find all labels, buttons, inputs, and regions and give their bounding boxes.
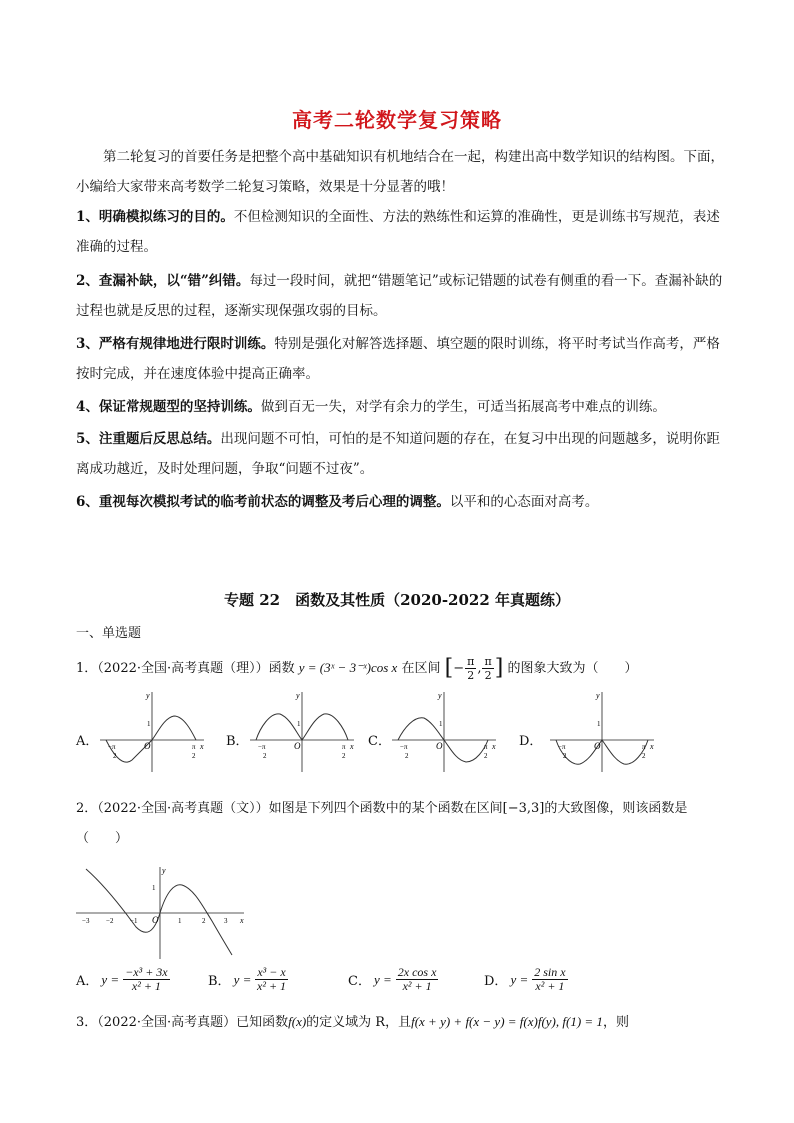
q1-option-b-graph[interactable] [246, 688, 358, 774]
tip-lead: 1、明确模拟练习的目的。 [76, 209, 234, 225]
fraction-num: 2 sin x [534, 965, 566, 979]
tick-label-1: 1 [297, 720, 301, 728]
q1-option-a-graph[interactable] [96, 688, 208, 774]
tick-label-two: 2 [342, 752, 346, 760]
q3-fx: f(x) [288, 1014, 307, 1029]
q2-option-d[interactable] [484, 966, 569, 993]
x-axis-label: x [240, 916, 244, 925]
x-axis-label: x [350, 742, 354, 751]
option-fraction [532, 966, 567, 993]
tick-label-y-1: 1 [152, 884, 156, 892]
tip-3 [76, 330, 724, 389]
q1-function: y = (3ˣ − 3⁻ˣ)cos x [298, 660, 398, 675]
tip-lead: 6、重视每次模拟考试的临考前状态的调整及考后心理的调整。 [76, 494, 450, 510]
tip-text: 每过一段时间，就把“错题笔记”或标记错题的试卷有侧重的看一下。查漏补缺的过程也就是反思的过程，逐渐实现保强攻弱的目标。 [76, 273, 723, 319]
tick-label-neg-pi: −π [558, 743, 566, 751]
tick-label-1: 1 [597, 720, 601, 728]
tick-label-pi: π [192, 743, 196, 751]
tick-label-1: 1 [439, 720, 443, 728]
q1-interval-bracket-open: [ [444, 655, 454, 681]
question-3 [76, 1012, 726, 1033]
origin-label: O [294, 741, 301, 751]
tip-lead: 2、查漏补缺，以“错”纠错。 [76, 273, 250, 289]
q3-equation: f(x + y) + f(x − y) = f(x)f(y), f(1) = 1 [411, 1014, 603, 1029]
option-lhs: y = [510, 971, 529, 987]
tick-label-neg-pi: −π [258, 743, 266, 751]
fraction-num: 2x cos x [397, 965, 437, 979]
q1-mid: 在区间 [401, 661, 441, 676]
question-1: 1．（2022·全国·高考真题（理））函数 y = (3ˣ − 3⁻ˣ)cos x 在区间 [− $\frac{\pi}{2}$ , $\frac{\pi}{2}$ ] 的图象大致为（ ） [76, 655, 638, 682]
option-lhs: y = [101, 971, 120, 987]
tick-label-two: 2 [642, 752, 646, 760]
x-axis-label: x [650, 742, 654, 751]
origin-label: O [144, 741, 151, 751]
q1-frac-left [465, 655, 476, 682]
option-label: C． [348, 974, 371, 989]
page-title: 高考二轮数学复习策略 [292, 108, 502, 132]
tick-label-pi: π [642, 743, 646, 751]
origin-label: O [594, 741, 601, 751]
q1-option-c-label[interactable]: C． [368, 734, 391, 749]
tick-label-neg1: −1 [130, 917, 138, 925]
q2-option-b[interactable] [208, 966, 289, 993]
tip-6 [76, 488, 724, 518]
question-2 [76, 799, 726, 819]
fraction-den: x² + 1 [535, 979, 565, 993]
q3-prefix: 3．（2022·全国·高考真题）已知函数 [76, 1015, 289, 1030]
tip-text: 以平和的心态面对高考。 [449, 494, 599, 510]
option-label: D． [484, 974, 508, 989]
tip-1 [76, 203, 724, 262]
tick-label-two: 2 [484, 752, 488, 760]
tick-label-neg3: −3 [82, 917, 90, 925]
fraction-den: x² + 1 [257, 979, 287, 993]
tick-label-neg-pi: −π [400, 743, 408, 751]
q1-interval-bracket-close: ] [494, 655, 504, 681]
tip-2 [76, 267, 724, 326]
tick-label-two: 2 [113, 752, 117, 760]
x-axis-label: x [492, 742, 496, 751]
tick-label-2: 2 [202, 917, 206, 925]
tip-text: 做到百无一失，对学有余力的学生，可适当拓展高考中难点的训练。 [260, 399, 666, 415]
y-axis-label: y [596, 691, 600, 700]
tip-text: 不但检测知识的全面性、方法的熟练性和运算的准确性，更是训练书写规范，表述准确的过程。 [76, 209, 720, 255]
q3-mid: 的定义域为 R，且 [306, 1015, 412, 1030]
q1-option-d-graph[interactable] [546, 688, 658, 774]
topic-title: 专题 22 函数及其性质（2020-2022 年真题练） [223, 591, 571, 609]
q2-interval: [−3,3] [502, 801, 545, 816]
y-axis-label: y [162, 866, 166, 875]
q1-frac-den: 2 [467, 669, 475, 682]
q1-suffix: 的图象大致为（ ） [507, 661, 638, 676]
tick-label-pi: π [484, 743, 488, 751]
fraction-den: x² + 1 [131, 979, 161, 993]
q2-graph [72, 863, 252, 961]
tip-5 [76, 425, 724, 484]
q1-minus: − [453, 661, 465, 676]
tip-lead: 5、注重题后反思总结。 [76, 431, 221, 447]
q1-option-b-label[interactable]: B． [226, 734, 249, 749]
option-lhs: y = [373, 971, 392, 987]
tip-4 [76, 393, 724, 423]
option-fraction [255, 966, 287, 993]
q2-option-a[interactable] [76, 966, 171, 993]
fraction-num: x³ − x [257, 965, 286, 979]
option-fraction [123, 966, 169, 993]
tip-text: 出现问题不可怕，可怕的是不知道问题的存在，在复习中出现的问题越多，说明你距离成功越近，及时处理问题，争取“问题不过夜”。 [76, 431, 720, 477]
origin-label: O [436, 741, 443, 751]
q1-frac-right [482, 655, 493, 682]
tick-label-3: 3 [224, 917, 228, 925]
q1-option-d-label[interactable]: D． [519, 734, 543, 749]
fraction-num: −x³ + 3x [125, 965, 168, 979]
tick-label-two: 2 [563, 752, 567, 760]
y-axis-label: y [296, 691, 300, 700]
tick-label-two: 2 [192, 752, 196, 760]
option-label: B． [208, 974, 231, 989]
q2-line1b: 的大致图像，则该函数是 [544, 801, 688, 816]
q1-frac-num: π [484, 655, 492, 668]
y-axis-label: y [146, 691, 150, 700]
tick-label-1: 1 [178, 917, 182, 925]
option-fraction [396, 966, 439, 993]
y-axis-label: y [438, 691, 442, 700]
tick-label-1: 1 [147, 720, 151, 728]
q3-suffix: ，则 [602, 1015, 629, 1030]
tip-lead: 4、保证常规题型的坚持训练。 [76, 399, 261, 415]
q2-line1: 2．（2022·全国·高考真题（文））如图是下列四个函数中的某个函数在区间 [76, 801, 503, 816]
tick-label-two: 2 [263, 752, 267, 760]
section-label: 一、单选题 [76, 626, 142, 641]
q1-option-a-label[interactable]: A． [76, 734, 99, 749]
tick-label-pi: π [342, 743, 346, 751]
q1-prefix: 1．（2022·全国·高考真题（理））函数 [76, 661, 295, 676]
tick-label-neg2: −2 [106, 917, 114, 925]
option-label: A． [76, 974, 99, 989]
option-lhs: y = [233, 971, 252, 987]
intro-paragraph: 第二轮复习的首要任务是把整个高中基础知识有机地结合在一起，构建出高中数学知识的结构图。下面，小编给大家带来高考数学二轮复习策略，效果是十分显著的哦！ [76, 149, 724, 195]
q2-answer-paren: （ ） [76, 831, 129, 846]
x-axis-label: x [200, 742, 204, 751]
q2-option-c[interactable] [348, 966, 439, 993]
origin-label: O [152, 915, 159, 925]
fraction-den: x² + 1 [402, 979, 432, 993]
q1-option-c-graph[interactable] [388, 688, 500, 774]
tick-label-two: 2 [405, 752, 409, 760]
tip-text: 特别是强化对解答选择题、填空题的限时训练，将平时考试当作高考，严格按时完成，并在速度体验中提高正确率。 [76, 336, 720, 382]
q1-frac-den: 2 [484, 669, 492, 682]
tip-lead: 3、严格有规律地进行限时训练。 [76, 336, 275, 352]
tick-label-neg-pi: −π [108, 743, 116, 751]
q1-frac-num: π [467, 655, 475, 668]
